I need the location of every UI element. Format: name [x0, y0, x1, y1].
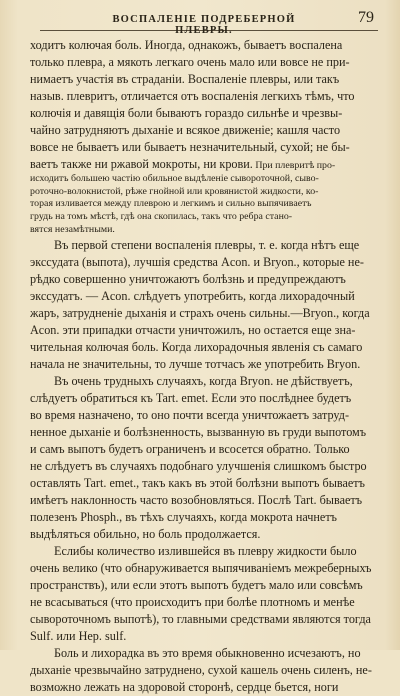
text-line: слѣдуетъ обратиться къ Tart. emet. Если это послѣднее будетъ — [30, 390, 352, 405]
text-line: Въ очень трудныхъ случаяхъ, когда Bryon. не дѣйствуетъ, — [54, 373, 353, 388]
text-line: ходитъ колючая боль. Иногда, однакожъ, бываетъ воспалена — [30, 38, 343, 52]
text-line: полезенъ Phosph., въ тѣхъ случаяхъ, когда мокрота начнетъ — [30, 509, 337, 524]
text-line: пространствъ), или если этотъ выпотъ будетъ мало или совсѣмъ — [30, 577, 363, 592]
text-line: рѣдко совершенно уничтожаютъ болѣзнь и предупреждаютъ — [30, 271, 346, 286]
small-text-line: вятся незамѣтными. — [30, 223, 115, 235]
text-line: Еслибы количество излившейся въ плевру жидкости было — [54, 543, 357, 558]
text-line: Боль и лихорадка въ это время обыкновенно исчезаютъ, но — [54, 645, 361, 660]
text-line: оставлять Tart. emet., такъ какъ въ этой болѣзни выпотъ бываетъ — [30, 475, 365, 490]
page-header — [40, 8, 378, 36]
text-line: возможно лежать на здоровой сторонѣ, сердце бьется, ноги — [30, 679, 339, 694]
text-line: Въ первой степени воспаленія плевры, т. е. когда нѣтъ еще — [54, 237, 360, 252]
text-line: во время назначено, то оно почти всегда уничтожаетъ затруд- — [30, 407, 349, 422]
text-line: имѣетъ наклонность часто возобновляться. Послѣ Tart. бываетъ — [30, 492, 363, 507]
page-number: 79 — [358, 9, 374, 26]
text-line: Acon. эти припадки отчасти уничтожилъ, но остается еще зна- — [30, 322, 356, 337]
text-line: вовсе не бываетъ или бываетъ незначительный, сухой; не бы- — [30, 140, 350, 154]
text-line: назыв. плевритъ, отличается отъ воспаленія легкихъ тѣмъ, что — [30, 89, 355, 103]
text-line: экссудата (выпота), лучшія средства Acon. и Bryon., которые не- — [30, 254, 364, 269]
paragraph — [30, 237, 380, 373]
small-text-line: торая изливается между плеврою и легкимъ и сильно выпячиваетъ — [30, 198, 312, 210]
text-line: не всасываться (что происходитъ при болѣе плотномъ и менѣе — [30, 594, 355, 609]
text-line: чайно затрудняютъ дыханіе и всякое движеніе; кашля часто — [30, 123, 341, 137]
text-line: очень велико (что обнаруживается выпячиваніемъ межреберныхъ — [30, 560, 372, 575]
body-text — [30, 37, 380, 696]
text-line: сывороточномъ выпотѣ), то главными средствами являются тогда — [30, 611, 371, 626]
text-line: Sulf. или Hep. sulf. — [30, 628, 127, 643]
small-text-line: грудь на томъ мѣстѣ, гдѣ она скопилась, такъ что ребра стано- — [30, 211, 293, 223]
text-line: чительная колючая боль. Когда лихорадочныя явленія съ самаго — [30, 339, 363, 354]
small-text-line: роточно-волокнистой, рѣже гнойной или кровянистой жидкости, ко- — [30, 185, 319, 197]
paragraph — [30, 37, 380, 237]
text-line — [30, 156, 380, 173]
small-text-run: При плевритѣ про- — [252, 160, 336, 171]
text-run: ваетъ также ни ржавой мокроты, ни крови. — [30, 157, 253, 171]
paragraph — [30, 543, 380, 645]
text-line: и самъ выпотъ будетъ ограниченъ и всосется обратно. Только — [30, 441, 350, 456]
text-line: не слѣдуетъ въ случаяхъ подобнаго улучшенія слишкомъ быстро — [30, 458, 367, 473]
text-line: ненное дыханіе и болѣзненность, вызванную въ груди выпотомъ — [30, 424, 367, 439]
text-line: экссудатъ. — Acon. слѣдуетъ употребить, когда лихорадочный — [30, 288, 355, 303]
text-line: выдѣляться обильно, но боль продолжается. — [30, 526, 261, 541]
text-line: нимаетъ участія въ страданіи. Воспаленіе плевры, или такъ — [30, 72, 340, 86]
text-line: дыханіе чрезвычайно затруднено, сухой кашель очень силенъ, не- — [30, 662, 372, 677]
text-line: только плевра, а мякоть легкаго очень мало или вовсе не при- — [30, 55, 350, 69]
small-text-line: исходитъ большею частію обильное выдѣленіе сывороточной, сыво- — [30, 173, 319, 184]
text-line: колючія и давящія боли бываютъ гораздо сильнѣе и чрезвы- — [30, 106, 343, 120]
text-line: жаръ, затрудненіе дыханія и страхъ очень сильны.—Bryon., когда — [30, 305, 370, 320]
paragraph — [30, 373, 380, 543]
running-title: ВОСПАЛЕНІЕ ПОДРЕБЕРНОЙ ПЛЕВРЫ. — [112, 14, 296, 36]
text-line: начала не значительны, то лучше тотчасъ же употребить Bryon. — [30, 356, 361, 371]
paragraph — [30, 645, 380, 696]
